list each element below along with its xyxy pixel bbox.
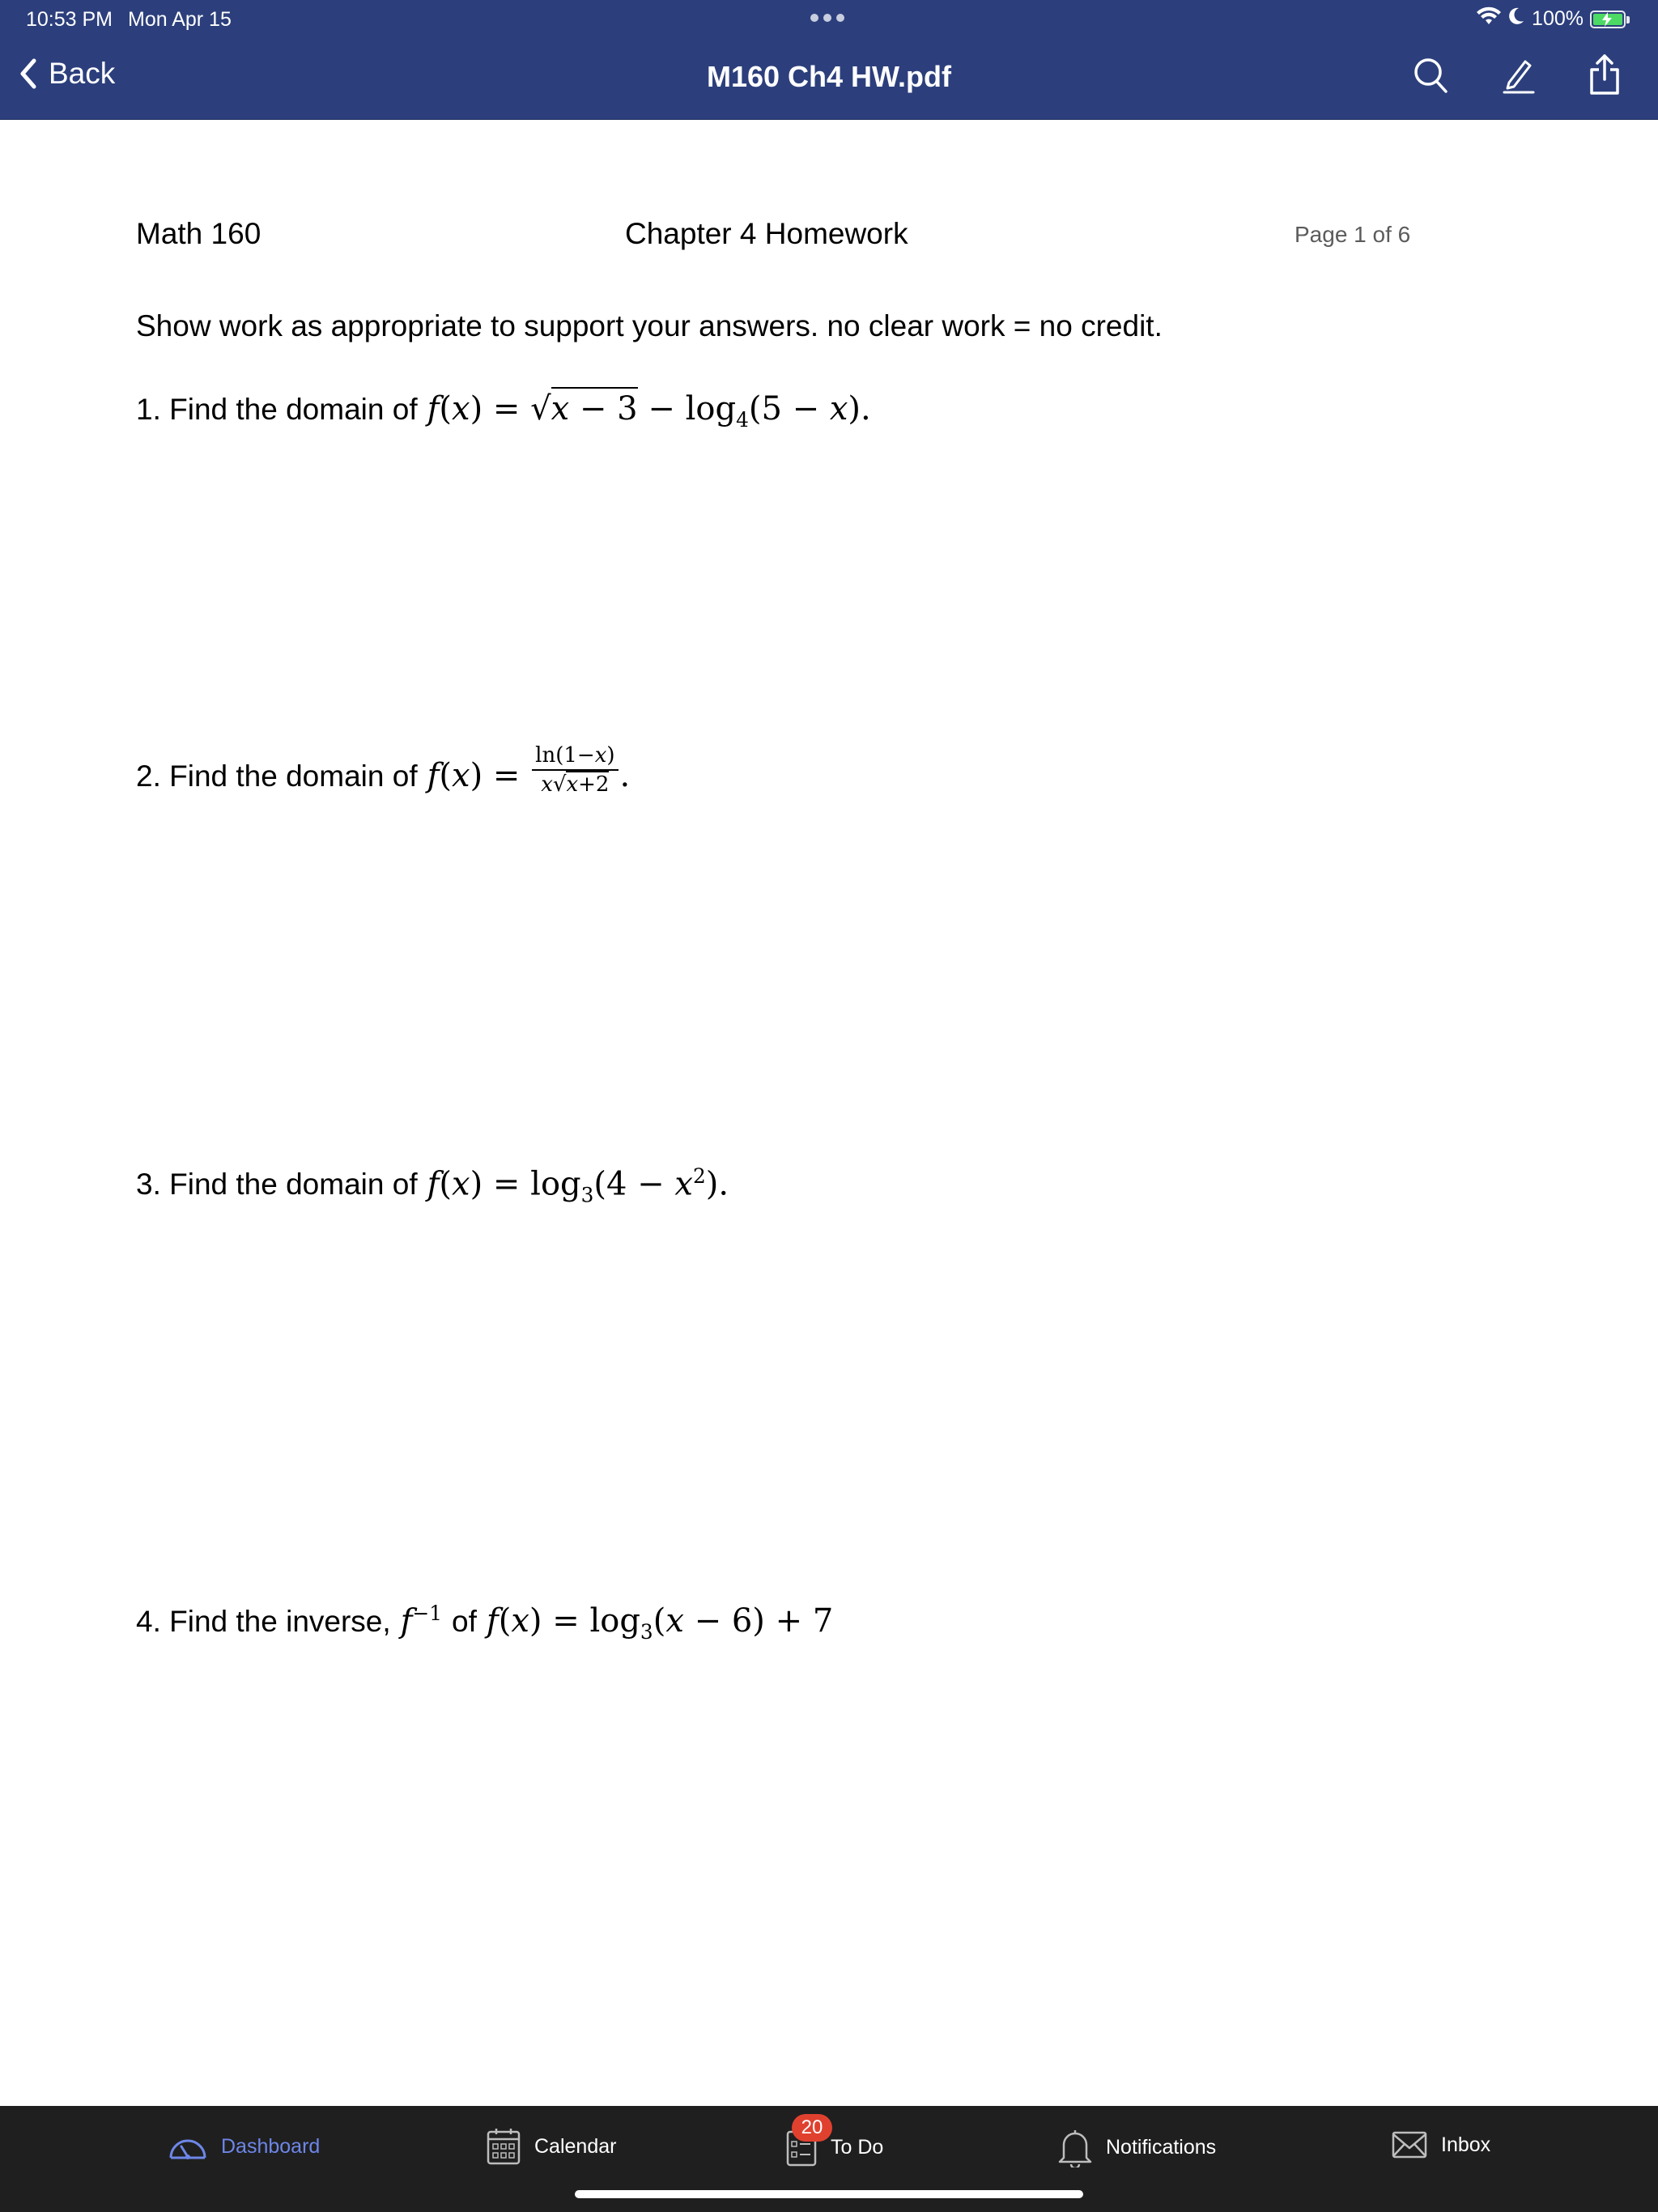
wifi-icon — [1477, 6, 1501, 32]
question-4-of: of — [452, 1605, 477, 1639]
moon-icon — [1507, 6, 1525, 32]
tab-calendar[interactable] — [486, 2127, 616, 2166]
tab-notifications[interactable] — [1057, 2127, 1216, 2167]
battery-percent: 100% — [1532, 7, 1584, 30]
page-indicator: Page 1 of 6 — [1295, 222, 1411, 247]
tab-label: Inbox — [1441, 2133, 1491, 2156]
question-1-formula: $f(x) = √x - 3 - \log_4(5 - x)$. — [427, 390, 871, 432]
question-3-formula: $f(x) = \log_3(4 - x^2)$. — [427, 1164, 729, 1207]
back-label: Back — [49, 57, 116, 90]
document-title: M160 Ch4 HW.pdf — [706, 60, 952, 93]
status-time: 10:53 PM — [26, 8, 113, 31]
status-date: Mon Apr 15 — [128, 8, 232, 31]
bell-icon — [1057, 2127, 1093, 2167]
question-2-formula: f(x) = $\frac{\ln(1-x)}{x√x+2}$ . — [427, 743, 631, 797]
tab-label: Calendar — [534, 2134, 617, 2158]
tab-inbox[interactable] — [1391, 2129, 1490, 2161]
multitasking-dots-icon[interactable] — [810, 14, 844, 22]
question-1-text: 1. Find the domain of — [136, 393, 418, 426]
question-4 — [136, 1602, 833, 1644]
status-bar — [0, 0, 1658, 39]
question-1 — [136, 390, 871, 432]
calendar-icon — [486, 2127, 521, 2166]
instructions: Show work as appropriate to support your answers. no clear work = no credit. — [136, 309, 1163, 342]
share-icon[interactable] — [1588, 53, 1621, 100]
search-icon[interactable] — [1413, 57, 1448, 98]
battery-icon — [1590, 11, 1626, 28]
tab-label: To Do — [831, 2135, 884, 2159]
todo-count-badge: 20 — [792, 2114, 832, 2142]
chapter-title: Chapter 4 Homework — [625, 217, 908, 250]
tab-label: Notifications — [1106, 2135, 1217, 2159]
tab-dashboard[interactable] — [168, 2130, 320, 2163]
tab-label: Dashboard — [221, 2134, 321, 2158]
annotate-pen-icon[interactable] — [1503, 57, 1535, 98]
dashboard-icon — [168, 2130, 208, 2163]
question-4-inverse-symbol: $f^{-1}$ — [400, 1602, 443, 1640]
question-4-text: 4. Find the inverse, — [136, 1605, 391, 1639]
envelope-icon — [1391, 2129, 1428, 2161]
question-4-formula: $f(x) = \log_3(x - 6) + 7$ — [486, 1602, 834, 1644]
status-indicators — [1477, 6, 1626, 32]
top-app-bar — [0, 0, 1658, 120]
pdf-page — [0, 120, 1658, 2106]
question-3 — [136, 1164, 729, 1206]
course-name: Math 160 — [136, 217, 261, 250]
question-2-text: 2. Find the domain of — [136, 759, 418, 793]
question-3-text: 3. Find the domain of — [136, 1168, 418, 1202]
question-2 — [136, 743, 631, 805]
home-indicator[interactable] — [575, 2190, 1083, 2198]
